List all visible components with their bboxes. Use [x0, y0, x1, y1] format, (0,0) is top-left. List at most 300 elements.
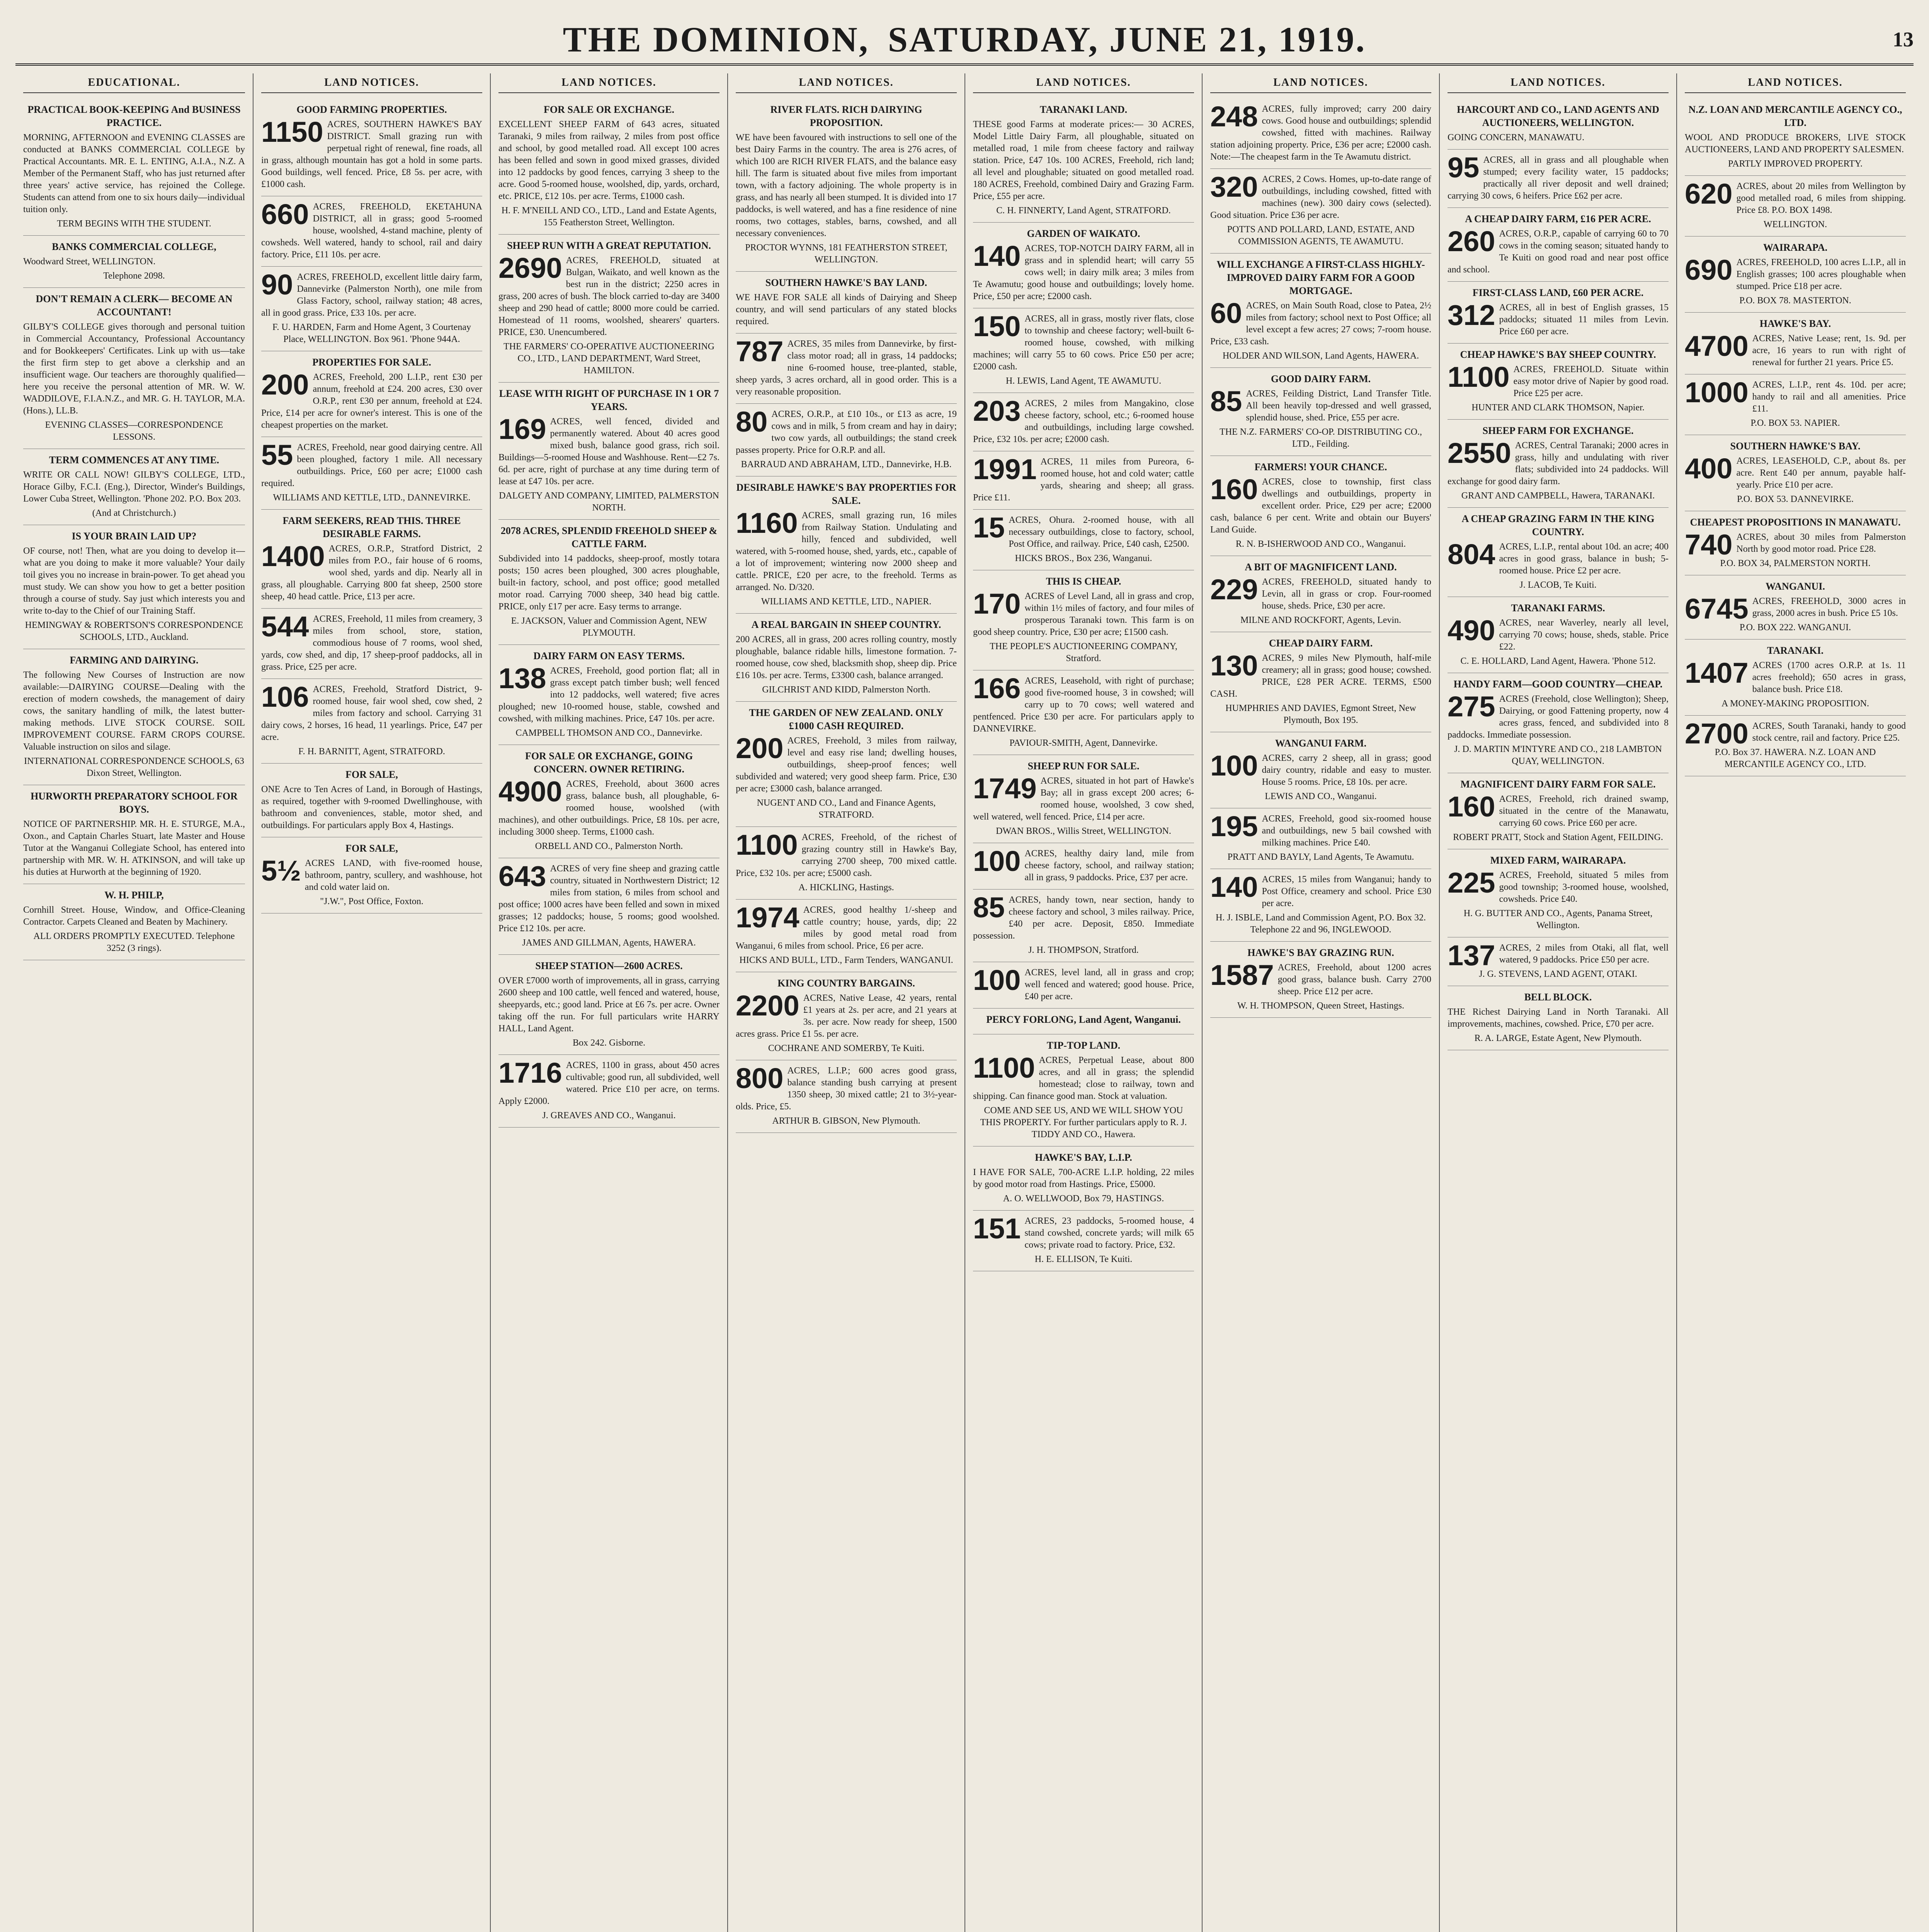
notice-text: MORNING, AFTERNOON and EVENING CLASSES are conducted at BANKS COMMERCIAL COLLEGE by Practical Accountants. MR. E. L. ENTING, A.I.A., N.Z. A Member of the Permanent Staff, who has just returned after three years' active service, has rejoined the College. Students can attend from one to six hours daily—individual tuition only. — [23, 133, 245, 214]
notice-signature: Box 242. Gisborne. — [573, 1038, 645, 1048]
notice-heading: HARCOURT AND CO., LAND AGENTS AND AUCTIONEERS, WELLINGTON. — [1457, 104, 1659, 128]
notice — [973, 670, 1194, 755]
notice-signature: DWAN BROS., Willis Street, WELLINGTON. — [996, 826, 1171, 836]
notice-body — [1448, 1006, 1669, 1030]
notice-text: ACRES, Native Lease; rent, 1s. 9d. per acre, 16 years to run with right of renewal for further 21 years. Price £5. — [1752, 333, 1906, 367]
notice-text: ACRES, FREEHOLD, 100 acres L.I.P., all in English grasses; 100 acres ploughable when stumped. Price £18 per acre. — [1736, 257, 1906, 291]
notice-acreage: 80 — [736, 406, 768, 438]
notice — [1210, 368, 1431, 456]
notice-body — [498, 975, 720, 1035]
notice-body — [1210, 385, 1431, 424]
notice-heading: SOUTHERN HAWKE'S BAY LAND. — [765, 277, 927, 288]
notice-heading: GOOD FARMING PROPERTIES. — [296, 104, 447, 115]
notice-text: ACRES, situated in hot part of Hawke's Bay; all in grass except 200 acres; 6-roomed house, woolshed, 3 cow shed, well watered, well fenced. Price, £14 per acre. — [973, 776, 1194, 822]
notice-acreage: 100 — [973, 964, 1021, 996]
notice-body — [973, 590, 1194, 638]
notice-heading: N.Z. LOAN AND MERCANTILE AGENCY CO., LTD. — [1688, 104, 1902, 128]
notice-signature: THE FARMERS' CO-OPERATIVE AUCTIONEERING CO., LTD., LAND DEPARTMENT, Ward Street, HAMILTON. — [504, 342, 714, 376]
notice-body — [261, 681, 482, 743]
notice-text: ACRES, 1100 in grass, about 450 acres cultivable; good run, all subdivided, well watered. Price £10 per acre, on terms. Apply £2000. — [498, 1060, 720, 1106]
notice-heading: PRACTICAL BOOK-KEEPING And BUSINESS PRACTICE. — [27, 104, 241, 128]
notice-text: ACRES, Feilding District, Land Transfer Title. All been heavily top-dressed and well grassed, splendid house, shed. Price, £55 per acre. — [1246, 389, 1431, 423]
newspaper-title — [563, 19, 1366, 60]
notice-text: The following New Courses of Instruction are now available:—DAIRYING COURSE—Dealing with the erection of modern cowsheds, the management of dairy cows, the sanitary handling of milk, the latest butter-making methods. LIVE STOCK COURSE. SOIL IMPROVEMENT COURSE. FARM CROPS COURSE. Valuable instruction on silos and silage. — [23, 670, 245, 752]
notice-acreage: 200 — [261, 369, 309, 401]
notice-body — [736, 992, 957, 1040]
notice-acreage: 490 — [1448, 614, 1495, 646]
masthead — [15, 15, 1914, 66]
notice — [973, 99, 1194, 223]
notice-heading: IS YOUR BRAIN LAID UP? — [71, 531, 197, 542]
notice-heading: CHEAP HAWKE'S BAY SHEEP COUNTRY. — [1460, 349, 1656, 360]
notice-signature: H. G. BUTTER AND CO., Agents, Panama Street, Wellington. — [1463, 908, 1653, 930]
notice — [1448, 344, 1669, 420]
notice-body — [261, 540, 482, 603]
notice-body — [1685, 330, 1906, 369]
notice-body — [973, 453, 1194, 504]
notice-body — [973, 1167, 1194, 1190]
notice-signature: WELLINGTON. — [1763, 219, 1827, 230]
notice — [1685, 313, 1906, 374]
notice-text: ACRES, FREEHOLD, excellent little dairy farm, Dannevirke (Palmerston North), one mile from Glass Factory, school, railway station; 48 acres, all in good grass. Price, £33 10s. per acre. — [261, 272, 482, 318]
notice-text: ACRES, LEASEHOLD, C.P., about 8s. per acre. Rent £40 per annum, payable half-yearly. Price £10 per acre. — [1736, 456, 1906, 490]
notice — [1210, 869, 1431, 942]
notice-body — [498, 778, 720, 838]
notice-acreage: 160 — [1448, 791, 1495, 823]
notice-acreage: 320 — [1210, 171, 1258, 203]
notice-body — [1685, 254, 1906, 293]
notice-signature: "J.W.", Post Office, Foxton. — [320, 896, 424, 906]
notice-body — [23, 818, 245, 878]
notice-heading: DON'T REMAIN A CLERK— BECOME AN ACCOUNTANT! — [36, 293, 233, 318]
notice-heading: HAWKE'S BAY, L.I.P. — [1035, 1152, 1132, 1163]
notice-body — [261, 784, 482, 832]
notice-text: ACRES, about 20 miles from Wellington by good metalled road, 6 miles from shipping. Price £8. P.O. BOX 1498. — [1736, 181, 1906, 215]
notice-body — [261, 198, 482, 261]
notice — [973, 393, 1194, 451]
notice — [261, 679, 482, 764]
notice-body — [736, 132, 957, 240]
notice-text: ACRES, healthy dairy land, mile from cheese factory, school, and railway station; all in grass, 9 paddocks. Price, £37 per acre. — [1024, 849, 1194, 883]
notice-signature: ORBELL AND CO., Palmerston North. — [535, 841, 683, 851]
notice-signature: POTTS AND POLLARD, LAND, ESTATE, AND COMMISSION AGENTS, TE AWAMUTU. — [1227, 224, 1415, 247]
notice — [736, 900, 957, 972]
notice — [498, 955, 720, 1055]
notice-body — [1448, 793, 1669, 829]
notice — [736, 1060, 957, 1133]
notice-text: ACRES, near Waverley, nearly all level, carrying 70 cows; house, sheds, stable. Price £22. — [1499, 618, 1669, 652]
notice-signature: WILLIAMS AND KETTLE, LTD., DANNEVIRKE. — [273, 493, 471, 503]
notice — [973, 962, 1194, 1009]
notice-body — [261, 271, 482, 319]
notice-acreage: 1991 — [973, 453, 1037, 485]
notice-text: ACRES, Freehold, 3 miles from railway, level and easy rise land; dwelling houses, outbuildings, sheep-proof fences; well subdivided and watered; very good sheep farm. Price, £30 per acre; £3000 cash, balance arranged. — [736, 736, 957, 794]
notice — [1685, 511, 1906, 575]
notice-text: ACRES, small grazing run, 16 miles from Railway Station. Undulating and hilly, fenced and subdivided, well watered, with 5-roomed house, shed, yards, etc., capable of a lot of improvement; wintering now 2000 sheep and cattle. PRICE, £20 per acre, to the freehold. Terms as arranged. No. D/320. — [736, 510, 957, 592]
notice-signature: P.O. BOX 34, PALMERSTON NORTH. — [1720, 558, 1871, 568]
notice-signature: C. E. HOLLARD, Land Agent, Hawera. 'Phone 512. — [1460, 656, 1656, 666]
notice — [973, 755, 1194, 843]
notice-body — [1685, 180, 1906, 216]
notice-signature: LEWIS AND CO., Wanganui. — [1265, 791, 1377, 801]
notice-acreage: 4700 — [1685, 330, 1749, 362]
notice-signature: CAMPBELL THOMSON AND CO., Dannevirke. — [515, 728, 703, 738]
notice-body — [498, 662, 720, 725]
column-6 — [1202, 73, 1439, 1932]
notice-acreage: 1160 — [736, 507, 798, 539]
column-7 — [1439, 73, 1676, 1932]
notice-acreage: 740 — [1685, 529, 1733, 561]
notice-text: OVER £7000 worth of improvements, all in grass, carrying 2600 sheep and 100 cattle, well fenced and watered, house, sheepyards, etc.; good land. Price at £6 7s. per acre. Owner taking off the run. For full particulars write HARRY HALL, Land Agent. — [498, 976, 720, 1034]
notice-signature: GRANT AND CAMPBELL, Hawera, TARANAKI. — [1461, 491, 1655, 501]
notice — [1210, 942, 1431, 1018]
notice-heading: FOR SALE OR EXCHANGE. — [543, 104, 675, 115]
notice-heading: BELL BLOCK. — [1524, 992, 1592, 1003]
column-8 — [1676, 73, 1914, 1932]
notice-heading: TARANAKI LAND. — [1039, 104, 1128, 115]
notice-text: ACRES, 35 miles from Dannevirke, by first-class motor road; all in grass, 14 paddocks; nine 6-roomed house, tree-planted, stable, sheep yards, 3 acres orchard, all in good order. This is a very reasonable proposition. — [736, 339, 957, 397]
notice-body — [1210, 871, 1431, 910]
notice-text: ACRES of very fine sheep and grazing cattle country, situated in Northwestern District; 12 miles from station, 6 miles from school and post office; 1000 acres have been felled and sown in mixed grasses; 12 paddocks; house, 5 rooms; good woolshed. Price £12 10s. per acre. — [498, 864, 720, 934]
notice-signature: THE N.Z. FARMERS' CO-OP. DISTRIBUTING CO., LTD., Feilding. — [1220, 427, 1422, 449]
notice-text: ACRES, O.R.P., at £10 10s., or £13 as acre, 19 cows and in milk, 5 from cream and hay in dairy; two cow yards, all outbuildings; the stand creek passes property. Price for O.R.P. and all. — [736, 409, 957, 455]
notice-signature: J. D. MARTIN M'INTYRE AND CO., 218 LAMBTON QUAY, WELLINGTON. — [1454, 744, 1662, 766]
notice-text: ACRES, 2 miles from Otaki, all flat, well watered, 9 paddocks. Price £50 per acre. — [1499, 943, 1669, 965]
notice — [973, 223, 1194, 308]
notice-body — [736, 292, 957, 328]
notice-text: ACRES, Leasehold, with right of purchase; good five-roomed house, 3 in cowshed; will carry up to 70 cows; well watered and pentfenced. Price £30 per acre. For particulars apply to DANNEVIRKE. — [973, 676, 1194, 734]
notice-signature: WILLIAMS AND KETTLE, LTD., NAPIER. — [761, 597, 932, 607]
notice-text: Cornhill Street. House, Window, and Office-Cleaning Contractor. Carpets Cleaned and Beaten by Machinery. — [23, 905, 245, 927]
notice-body — [973, 514, 1194, 550]
notice — [973, 570, 1194, 670]
notice-heading: TERM COMMENCES AT ANY TIME. — [49, 454, 219, 466]
notice-text: Woodward Street, WELLINGTON. — [23, 257, 156, 267]
notice-text: ACRES, 2 Cows. Homes, up-to-date range of outbuildings, including cowshed, fitted with machines (new). 300 dairy cows (selected). Good situation. Price £36 per acre. — [1210, 174, 1431, 220]
notice-text: ACRES, South Taranaki, handy to good stock centre, rail and factory. Price £25. — [1752, 721, 1906, 743]
notice-text: ACRES LAND, with five-roomed house, bathroom, pantry, scullery, and washhouse, hot and cold water laid on. — [304, 858, 482, 892]
notice-body — [973, 672, 1194, 735]
notice-heading: 2078 ACRES, SPLENDID FREEHOLD SHEEP & CATTLE FARM. — [500, 525, 718, 549]
notice-acreage: 643 — [498, 860, 546, 892]
notice-heading: MIXED FARM, WAIRARAPA. — [1490, 855, 1626, 866]
notice-signature: GILCHRIST AND KIDD, Palmerston North. — [762, 685, 930, 695]
notice-signature: PRATT AND BAYLY, Land Agents, Te Awamutu. — [1227, 852, 1414, 862]
column-heading: LAND NOTICES. — [1210, 73, 1431, 93]
notice-body — [23, 256, 245, 268]
notice-body — [973, 310, 1194, 373]
notice-text: ACRES, all in grass and all ploughable when stumped; every facility water, 15 paddocks; practically all river deposit and well drained; carrying 30 cows, 6 heifers. Price £62 per acre. — [1448, 155, 1669, 201]
notice-heading: WANGANUI FARM. — [1275, 738, 1367, 749]
notice-text: WE HAVE FOR SALE all kinds of Dairying and Sheep country, and will send particulars of any stated blocks required. — [736, 293, 957, 327]
notice-text: ACRES, Freehold, Stratford District, 9-roomed house, fair wool shed, cow shed, 2 miles from factory and school. Carrying 31 dairy cows, 2 horses, 16 head, 11 yearlings. Price, £47 per acre. — [261, 684, 482, 742]
column-heading: LAND NOTICES. — [973, 73, 1194, 93]
notice-body — [1448, 939, 1669, 971]
notice-heading: BANKS COMMERCIAL COLLEGE, — [52, 241, 216, 252]
notice-body — [1210, 652, 1431, 700]
notice-acreage: 203 — [973, 395, 1021, 427]
notice-body — [1210, 810, 1431, 849]
notice-signature: J. H. THOMPSON, Stratford. — [1028, 945, 1139, 955]
notice-text: ACRES of Level Land, all in grass and crop, within 1½ miles of factory, and four miles of prosperous Taranaki town. This farm is on good sheep country. Price, £30 per acre; £1500 cash. — [973, 591, 1194, 637]
notice-text: ACRES, handy town, near section, handy to cheese factory and school, 3 miles railway. Price, £40 per acre. Deposit, £850. Immediate possession. — [973, 895, 1194, 941]
notice — [1685, 575, 1906, 639]
notice-signature: C. H. FINNERTY, Land Agent, STRATFORD. — [996, 206, 1171, 216]
notice-body — [1685, 452, 1906, 491]
notice — [261, 99, 482, 196]
notice-body — [1685, 593, 1906, 625]
notice-signature: TERM BEGINS WITH THE STUDENT. — [57, 219, 211, 229]
notice-acreage: 130 — [1210, 650, 1258, 682]
notice-text: ACRES, good healthy 1/-sheep and cattle country; house, yards, dip; 22 miles by good metal road from Wanganui, 6 miles from school. Price, £6 per acre. — [736, 905, 957, 951]
notice-acreage: 1150 — [261, 116, 323, 148]
notice — [23, 525, 245, 649]
notice-body — [23, 669, 245, 753]
notice-body — [736, 507, 957, 594]
notice-body — [1448, 614, 1669, 653]
notice-signature: J. GREAVES AND CO., Wanganui. — [542, 1111, 676, 1121]
notice — [1210, 556, 1431, 632]
notice-body — [498, 1057, 720, 1107]
notice-signature: Telephone 2098. — [103, 271, 165, 281]
notice-heading: HURWORTH PREPARATORY SCHOOL FOR BOYS. — [31, 791, 238, 815]
notice-signature: HICKS AND BULL, LTD., Farm Tenders, WANGANUI. — [739, 955, 953, 965]
notice-heading: THE GARDEN OF NEW ZEALAND. ONLY £1000 CASH REQUIRED. — [749, 707, 944, 731]
notice-text: THE Richest Dairying Land in North Taranaki. All improvements, machines, cowshed. Price, £70 per acre. — [1448, 1007, 1669, 1029]
notice-signature: A MONEY-MAKING PROPOSITION. — [1721, 699, 1869, 709]
notice-heading: W. H. PHILP, — [104, 889, 164, 901]
notice-body — [1448, 690, 1669, 741]
notice-heading: PERCY FORLONG, Land Agent, Wanganui. — [986, 1014, 1181, 1025]
notice-signature: H. E. ELLISON, Te Kuiti. — [1034, 1254, 1133, 1264]
notice-heading: FARM SEEKERS, READ THIS. THREE DESIRABLE FARMS. — [282, 515, 461, 539]
notice-signature: HUNTER AND CLARK THOMSON, Napier. — [1471, 403, 1645, 413]
notice — [1210, 99, 1431, 169]
notice-text: ACRES, Freehold, rich drained swamp, situated in the centre of the Manawatu, carrying 60 cows. Price £60 per acre. — [1499, 794, 1669, 828]
notice-body — [736, 335, 957, 398]
notice — [736, 476, 957, 614]
notice-signature: COCHRANE AND SOMERBY, Te Kuiti. — [768, 1043, 925, 1053]
notice-body — [736, 901, 957, 952]
notice-text: WOOL AND PRODUCE BROKERS, LIVE STOCK AUCTIONEERS, LAND AND PROPERTY SALESMEN. — [1685, 133, 1906, 155]
notice — [973, 1034, 1194, 1146]
notice-text: ACRES, Freehold, situated 5 miles from good township; 3-roomed house, woolshed, cowsheds. Price £40. — [1499, 870, 1669, 904]
notice-body — [1448, 225, 1669, 276]
notice-body — [498, 860, 720, 935]
notice-heading: CHEAP DAIRY FARM. — [1269, 638, 1373, 649]
notice-acreage: 1407 — [1685, 657, 1749, 689]
notice-signature: H. F. M'NEILL AND CO., LTD., Land and Estate Agents, 155 Featherston Street, Wellington. — [501, 206, 717, 228]
notice-heading: PROPERTIES FOR SALE. — [312, 357, 431, 368]
notice — [973, 451, 1194, 510]
notice-body — [973, 240, 1194, 303]
notice-body — [736, 732, 957, 795]
notice-body — [1210, 959, 1431, 998]
notice-heading: DAIRY FARM ON EASY TERMS. — [533, 650, 685, 662]
notice-text: ACRES, Freehold, about 3600 acres grass, balance bush, all ploughable, 6-roomed house, woolshed (with machines), and other outbuildings. Price, £8 10s. per acre, including 3000 sheep. Terms, £1000 cash. — [498, 779, 720, 837]
column-5 — [964, 73, 1202, 1932]
notice — [23, 288, 245, 449]
notice-signature: A. HICKLING, Hastings. — [798, 883, 894, 893]
notice-text: 200 ACRES, all in grass, 200 acres rolling country, mostly ploughable, balance ridable hills, limestone formation. 7-roomed house, cow shed, blacksmith shop, sheep dip. Price £16 10s. per acre. Terms, £3300 cash, balance arranged. — [736, 634, 957, 680]
notice-heading: TARANAKI. — [1767, 645, 1824, 656]
notice-signature: H. J. ISBLE, Land and Commission Agent, P.O. Box 32. Telephone 22 and 96, INGLEWOOD. — [1215, 913, 1426, 935]
notice-heading: A BIT OF MAGNIFICENT LAND. — [1245, 561, 1397, 573]
notice-heading: FIRST-CLASS LAND, £60 PER ACRE. — [1472, 287, 1644, 298]
notice-acreage: 55 — [261, 439, 293, 471]
notice-text: ACRES, fully improved; carry 200 dairy cows. Good house and outbuildings; splendid cowshed, fitted with machines. Railway station adjoining property. Price, £36 per acre; £2000 cash. Note:—The cheapest farm in the Te Awamutu district. — [1210, 104, 1431, 162]
notice-text: EXCELLENT SHEEP FARM of 643 acres, situated Taranaki, 9 miles from railway, 2 miles from post office and school, by good metalled road. All except 100 acres has been felled and sown in good mixed grasses, divided into 12 paddocks by good fences, carrying 3 sheep to the acre. Good 5-roomed house, woolshed, dip, yards, orchard, etc. PRICE, £12 10s. per acre. Terms, £1000 cash. — [498, 119, 720, 201]
notice-body — [23, 904, 245, 928]
notice-heading: LEASE WITH RIGHT OF PURCHASE IN 1 OR 7 YEARS. — [499, 388, 719, 412]
notice-heading: RIVER FLATS. RICH DAIRYING PROPOSITION. — [770, 104, 922, 128]
notice-signature: JAMES AND GILLMAN, Agents, HAWERA. — [522, 938, 696, 948]
notice — [261, 196, 482, 267]
notice — [261, 437, 482, 510]
notice — [498, 1055, 720, 1128]
notice-text: ACRES, L.I.P., rent 4s. 10d. per acre; handy to rail and all amenities. Price £11. — [1752, 380, 1906, 414]
notice — [498, 520, 720, 645]
notice-signature: HOLDER AND WILSON, Land Agents, HAWERA. — [1222, 351, 1419, 361]
notice-body — [498, 413, 720, 488]
notice — [1210, 632, 1431, 732]
notice-body — [973, 395, 1194, 446]
notice-body — [261, 371, 482, 431]
notice — [23, 99, 245, 236]
notice-acreage: 225 — [1448, 867, 1495, 899]
notice-text: GOING CONCERN, MANAWATU. — [1448, 133, 1585, 143]
notice-acreage: 2700 — [1685, 718, 1749, 750]
notice-text: ACRES (Freehold, close Wellington); Sheep, Dairying, or good Fattening property, now 4 acres grass, fenced, and subdivided into 8 paddocks. Immediate possession. — [1448, 694, 1669, 740]
title-left: THE DOMINION, — [563, 20, 869, 59]
notice — [973, 1146, 1194, 1211]
notice-acreage: 787 — [736, 335, 784, 367]
notice-text: ACRES, TOP-NOTCH DAIRY FARM, all in grass and in splendid heart; will carry 55 cows well; in dairy milk area; 3 miles from Te Awamutu; good house and outbuildings; lovely home. Price, £50 per acre; £2000 cash. — [973, 243, 1194, 301]
notice-acreage: 200 — [736, 732, 784, 764]
notice-body — [23, 132, 245, 216]
notice — [261, 609, 482, 679]
notice-acreage: 1749 — [973, 772, 1037, 804]
notice-body — [1448, 361, 1669, 400]
notice-heading: A REAL BARGAIN IN SHEEP COUNTRY. — [751, 619, 941, 630]
notice-text: ACRES, Freehold, 200 L.I.P., rent £30 per annum, freehold at £24. 200 acres, £30 over O.R.P., rent £30 per annum, freehold at £24. Price, £14 per acre for owner's interest. This is one of the cheapest properties on the market. — [261, 372, 482, 430]
notice-body — [736, 408, 957, 456]
title-right: SATURDAY, JUNE 21, 1919. — [888, 20, 1366, 59]
notice-signature: W. H. THOMPSON, Queen Street, Hastings. — [1237, 1001, 1404, 1011]
notice-signature: P.O. BOX 53. NAPIER. — [1750, 418, 1840, 428]
notice-signature: P.O. BOX 53. DANNEVIRKE. — [1737, 494, 1854, 504]
notice-text: ACRES, Native Lease, 42 years, rental £1 years at 2s. per acre, and 21 years at 3s. per acre. Now ready for sheep, 1500 acres grass. Price £1 5s. per acre. — [736, 993, 957, 1039]
notice-body — [498, 252, 720, 338]
notice-text: ACRES, Central Taranaki; 2000 acres in grass, hilly and undulating with river flats; subdivided into 24 paddocks. Will exchange for good dairy farm. — [1448, 440, 1669, 486]
notice-acreage: 800 — [736, 1062, 784, 1094]
notice-acreage: 400 — [1685, 452, 1733, 485]
notice — [736, 272, 957, 333]
notice — [736, 702, 957, 827]
column-heading: EDUCATIONAL. — [23, 73, 245, 93]
notice-body — [1210, 297, 1431, 348]
notice-signature: (And at Christchurch.) — [92, 508, 176, 518]
notice — [261, 837, 482, 913]
notice-text: ACRES, 2 miles from Mangakino, close cheese factory, school, etc.; 6-roomed house and outbuildings, including large cowshed. Price, £32 10s. per acre; £2000 cash. — [973, 398, 1194, 444]
notice-body — [1448, 299, 1669, 338]
notice — [23, 649, 245, 785]
notice — [1685, 716, 1906, 776]
notice-heading: WILL EXCHANGE A FIRST-CLASS HIGHLY-IMPROVED DAIRY FARM FOR A GOOD MORTGAGE. — [1216, 259, 1425, 296]
notice-text: WE have been favoured with instructions to sell one of the best Dairy Farms in the country. The area is 276 acres, of which 100 are RICH RIVER FLATS, and the balance easy hill. The farm is situated about five miles from important town, with a factory adjoining. The whole property is in grass, and has nearly all been stumped. It is divided into 17 paddocks, is well watered, and has a fine residence of nine rooms, two cottages, stables, barns, cowshed, and all necessary conveniences. — [736, 133, 957, 238]
notice — [498, 383, 720, 520]
page-number: 13 — [1893, 28, 1914, 51]
notice-body — [736, 829, 957, 879]
notice-text: ACRES, FREEHOLD, EKETAHUNA DISTRICT, all in grass; good 5-roomed house, woolshed, 4-stand machine, plenty of cowsheds. Well watered, handy to school, rail and dairy factory. Price, £11 10s. per acre. — [261, 202, 482, 260]
column-heading: LAND NOTICES. — [498, 73, 720, 93]
notice-acreage: 85 — [1210, 385, 1242, 417]
notice-signature: DALGETY AND COMPANY, LIMITED, PALMERSTON NORTH. — [499, 491, 719, 513]
notice-text: ACRES, Freehold, good six-roomed house and outbuildings, new 5 bail cowshed with milking machines. Price £40. — [1262, 814, 1431, 848]
notice-text: ACRES, 11 miles from Pureora, 6-roomed house, hot and cold water; cattle yards, shearing and sheep; all grass. Price £11. — [973, 457, 1194, 503]
notice — [973, 889, 1194, 962]
notice-text: ACRES, Freehold, about 1200 acres good grass, balance bush. Carry 2700 sheep. Price £12 per acre. — [1277, 963, 1431, 997]
notice-text: ACRES, O.R.P., capable of carrying 60 to 70 cows in the coming season; situated handy to Te Kuiti on good road and near post office and school. — [1448, 229, 1669, 275]
notice-body — [261, 613, 482, 673]
notice — [23, 785, 245, 884]
notice-acreage: 106 — [261, 681, 309, 713]
notice-heading: CHEAPEST PROPOSITIONS IN MANAWATU. — [1690, 517, 1901, 528]
notice — [1448, 282, 1669, 344]
notice-signature: THE PEOPLE'S AUCTIONEERING COMPANY, Stratford. — [990, 641, 1177, 663]
notice-acreage: 229 — [1210, 573, 1258, 605]
notice-signature: R. A. LARGE, Estate Agent, New Plymouth. — [1474, 1033, 1642, 1043]
notice-acreage: 160 — [1210, 473, 1258, 505]
notice — [1448, 673, 1669, 773]
notice — [498, 858, 720, 955]
notice-text: ACRES, all in grass, mostly river flats, close to township and cheese factory; well-built 6-roomed house, cowshed, with milking machines; will carry 55 to 60 cows. Price £50 per acre; £2000 cash. — [973, 314, 1194, 372]
notice-body — [1685, 376, 1906, 415]
notice-body — [1685, 657, 1906, 696]
notice-text: ACRES, FREEHOLD, situated handy to Levin, all in grass or crop. Four-roomed house, sheds. Price, £30 per acre. — [1262, 577, 1431, 611]
notice-acreage: 100 — [973, 845, 1021, 877]
notice-acreage: 5½ — [261, 855, 301, 887]
notice-body — [1210, 473, 1431, 536]
notice-body — [1210, 573, 1431, 612]
notice-body — [973, 119, 1194, 202]
notice-text: ACRES (1700 acres O.R.P. at 1s. 11 acres freehold); 650 acres in grass, balance bush. Price £18. — [1752, 660, 1906, 694]
notice-body — [23, 321, 245, 417]
notice-acreage: 2200 — [736, 990, 799, 1022]
notice — [736, 333, 957, 404]
notice-signature: F. U. HARDEN, Farm and Home Agent, 3 Courtenay Place, WELLINGTON. Box 961. 'Phone 944A. — [272, 322, 471, 344]
notice-acreage: 138 — [498, 662, 546, 694]
notice-body — [1448, 538, 1669, 577]
notice-signature: R. N. B-ISHERWOOD AND CO., Wanganui. — [1235, 539, 1406, 549]
notice — [1685, 374, 1906, 435]
notice-acreage: 804 — [1448, 538, 1495, 570]
notice-text: ACRES, FREEHOLD. Situate within easy motor drive of Napier by good road. Price £25 per acre. — [1513, 364, 1669, 398]
notice — [973, 1009, 1194, 1034]
notice-body — [1448, 151, 1669, 202]
notice-acreage: 166 — [973, 672, 1021, 704]
notice-heading: FOR SALE, — [345, 843, 398, 854]
notice-text: ONE Acre to Ten Acres of Land, in Borough of Hastings, as required, together with 9-roomed Dwellinghouse, with bathroom and conveniences, stable, motor shed, and outbuildings. For particulars apply Box 4, Hastings. — [261, 784, 482, 830]
notice-heading: HAWKE'S BAY. — [1759, 318, 1831, 329]
notice-acreage: 195 — [1210, 810, 1258, 842]
notice-acreage: 1100 — [973, 1052, 1035, 1084]
notice-text: ACRES, well fenced, divided and permanently watered. About 40 acres good mixed bush, balance good grass, rich soil. Buildings—5-roomed House and Washhouse. Rent—£2 7s. 6d. per acre, right of purchase at any time during term of lease at £47 10s. per acre. — [498, 417, 720, 486]
notice-body — [498, 119, 720, 202]
notice-signature: COME AND SEE US, AND WE WILL SHOW YOU THIS PROPERTY. For further particulars apply to R. J. TIDDY AND CO., Hawera. — [980, 1105, 1187, 1139]
notice-signature: F. H. BARNITT, Agent, STRATFORD. — [298, 747, 445, 757]
notice-acreage: 6745 — [1685, 593, 1749, 625]
